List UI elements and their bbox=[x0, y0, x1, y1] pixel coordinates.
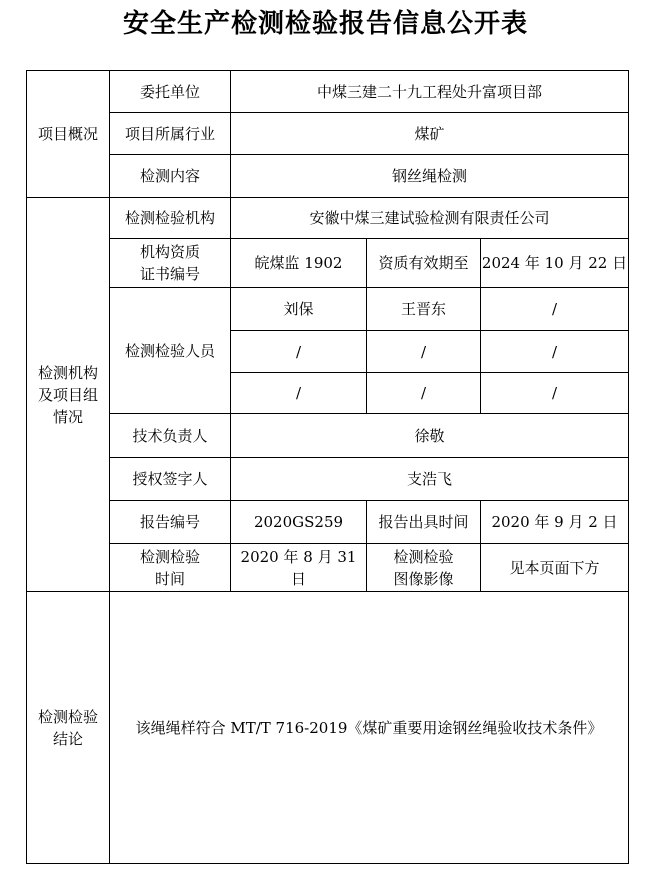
cert-value: 皖煤监 1902 bbox=[231, 239, 367, 288]
content-value: 钢丝绳检测 bbox=[231, 155, 629, 198]
conclusion-text: 该绳绳样符合 MT/T 716-2019《煤矿重要用途钢丝绳验收技术条件》 bbox=[110, 592, 629, 864]
test-time-value: 2020 年 8 月 31 日 bbox=[231, 544, 367, 592]
section-project-overview: 项目概况 bbox=[27, 71, 110, 198]
table-row bbox=[27, 414, 629, 458]
table-row bbox=[27, 592, 629, 864]
inspector-cell: / bbox=[481, 288, 629, 331]
image-label-line2: 图像影像 bbox=[393, 569, 454, 588]
table-row bbox=[27, 198, 629, 239]
test-time-label-line2: 时间 bbox=[154, 569, 185, 588]
inspectors-label: 检测检验人员 bbox=[110, 288, 231, 414]
table-row bbox=[27, 239, 629, 288]
inspector-cell: / bbox=[231, 373, 367, 414]
org-value: 安徽中煤三建试验检测有限责任公司 bbox=[231, 198, 629, 239]
issue-time-label: 报告出具时间 bbox=[367, 501, 481, 544]
table-row bbox=[27, 71, 629, 113]
signer-label: 授权签字人 bbox=[110, 458, 231, 501]
report-no-label: 报告编号 bbox=[110, 501, 231, 544]
client-label: 委托单位 bbox=[110, 71, 231, 113]
tech-lead-label: 技术负责人 bbox=[110, 414, 231, 458]
image-value: 见本页面下方 bbox=[481, 544, 629, 592]
cert-label bbox=[110, 239, 231, 288]
report-no-value: 2020GS259 bbox=[231, 501, 367, 544]
industry-label: 项目所属行业 bbox=[110, 113, 231, 155]
cert-label-line1: 机构资质 bbox=[139, 243, 200, 261]
validity-label: 资质有效期至 bbox=[367, 239, 481, 288]
image-label-line1: 检测检验 bbox=[393, 547, 454, 566]
industry-value: 煤矿 bbox=[231, 113, 629, 155]
table-row bbox=[27, 458, 629, 501]
section-conclusion-line2: 结论 bbox=[52, 729, 83, 748]
inspector-cell: 王晋东 bbox=[367, 288, 481, 331]
section-conclusion-line1: 检测检验 bbox=[37, 707, 98, 726]
cert-label-line2: 证书编号 bbox=[139, 265, 200, 283]
section-institution-line1: 检测机构 bbox=[37, 363, 98, 382]
client-value: 中煤三建二十九工程处升富项目部 bbox=[231, 71, 629, 113]
content-label: 检测内容 bbox=[110, 155, 231, 198]
table-row bbox=[27, 155, 629, 198]
page-title: 安全生产检测检验报告信息公开表 bbox=[122, 9, 528, 39]
section-institution bbox=[27, 198, 110, 592]
report-info-table bbox=[26, 70, 629, 864]
section-institution-line2: 及项目组 bbox=[37, 385, 98, 404]
table-row bbox=[27, 113, 629, 155]
test-time-label-line1: 检测检验 bbox=[139, 547, 200, 566]
table-row bbox=[27, 288, 629, 331]
table-row bbox=[27, 544, 629, 592]
image-label bbox=[367, 544, 481, 592]
org-label: 检测检验机构 bbox=[110, 198, 231, 239]
inspector-cell: / bbox=[231, 331, 367, 373]
section-institution-line3: 情况 bbox=[52, 407, 83, 426]
inspector-cell: / bbox=[367, 331, 481, 373]
inspector-cell: / bbox=[481, 331, 629, 373]
section-conclusion bbox=[27, 592, 110, 864]
tech-lead-value: 徐敬 bbox=[231, 414, 629, 458]
inspector-cell: / bbox=[481, 373, 629, 414]
inspector-cell: / bbox=[367, 373, 481, 414]
issue-time-value: 2020 年 9 月 2 日 bbox=[481, 501, 629, 544]
validity-value: 2024 年 10 月 22 日 bbox=[481, 239, 629, 288]
test-time-label bbox=[110, 544, 231, 592]
inspector-cell: 刘保 bbox=[231, 288, 367, 331]
table-row bbox=[27, 501, 629, 544]
signer-value: 支浩飞 bbox=[231, 458, 629, 501]
